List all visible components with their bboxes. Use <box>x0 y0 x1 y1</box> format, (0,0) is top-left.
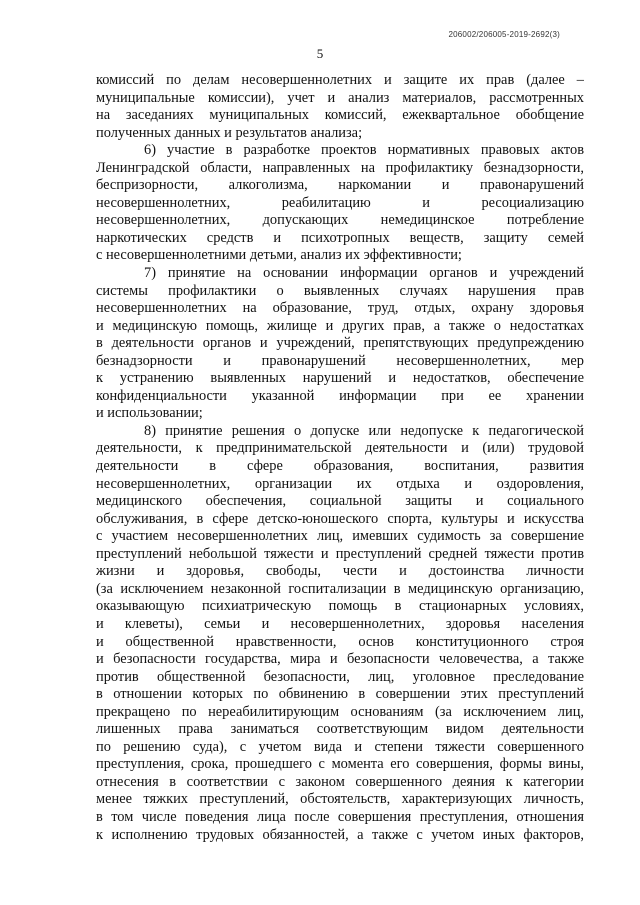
text-line: несовершеннолетних на образование, труд, отдых, охрану здоровья <box>96 300 584 317</box>
text-line: и использовании; <box>96 405 203 422</box>
document-id: 206002/206005-2019-2692(3) <box>448 30 560 39</box>
text-line: несовершеннолетних, реабилитацию и ресоциализацию <box>96 194 584 211</box>
text-line: менее тяжких преступлений, обстоятельств, характеризующих личность, <box>96 791 584 808</box>
text-line: и клеветы), семьи и несовершеннолетних, здоровья населения <box>96 615 584 632</box>
text-line: деятельности в сфере образования, воспитания, развития <box>96 458 584 475</box>
text-line: системы профилактики о выявленных случаях нарушения прав <box>96 282 584 299</box>
text-line: с несовершеннолетними детьми, анализ их эффективности; <box>96 247 462 264</box>
text-line: Ленинградской области, направленных на профилактику безнадзорности, <box>96 159 584 176</box>
document-body <box>96 72 584 844</box>
text-line: на заседаниях муниципальных комиссий, ежеквартальное обобщение <box>96 107 584 124</box>
text-line: по решению суда), с учетом вида и степени тяжести совершенного <box>96 738 584 755</box>
page-number: 5 <box>316 46 324 61</box>
text-line: преступлений небольшой тяжести и преступлений средней тяжести против <box>96 545 584 562</box>
text-line: обслуживания, в сфере детско-юношеского спорта, культуры и искусства <box>96 510 584 527</box>
text-line: преступления, срока, прошедшего с момента его совершения, формы вины, <box>96 756 584 773</box>
text-line: 7) принятие на основании информации органов и учреждений <box>144 265 584 282</box>
text-line: несовершеннолетних, допускающих немедицинское потребление <box>96 212 584 229</box>
text-line: с участием несовершеннолетних лиц, имевших судимость за совершение <box>96 528 584 545</box>
text-line: несовершеннолетних, организации их отдыха и оздоровления, <box>96 475 584 492</box>
text-line: беспризорности, алкоголизма, наркомании и правонарушений <box>96 177 584 194</box>
text-line: к исполнению трудовых обязанностей, а также с учетом иных факторов, <box>96 826 584 843</box>
text-line: 8) принятие решения о допуске или недопуске к педагогической <box>144 422 584 439</box>
text-line: прекращено по нереабилитирующим основаниям (за исключением лиц, <box>96 703 584 720</box>
text-line: безнадзорности и правонарушений несовершеннолетних, мер <box>96 352 584 369</box>
text-line: в том числе поведения лица после совершения преступления, отношения <box>96 808 584 825</box>
text-line: лишенных права заниматься соответствующим видом деятельности <box>96 721 584 738</box>
text-line: и общественной нравственности, основ конституционного строя <box>96 633 584 650</box>
text-line: 6) участие в разработке проектов нормативных правовых актов <box>144 142 584 159</box>
text-line: медицинского обеспечения, социальной защиты и социального <box>96 493 584 510</box>
text-line: муниципальные комиссии), учет и анализ материалов, рассмотренных <box>96 89 584 106</box>
text-line: наркотических средств и психотропных веществ, защиту семей <box>96 229 584 246</box>
text-line: комиссий по делам несовершеннолетних и защите их прав (далее – <box>96 72 584 88</box>
text-line: и медицинскую помощь, жилище и других прав, а также о недостатках <box>96 317 584 334</box>
text-line: к устранению выявленных нарушений и недостатков, обеспечение <box>96 370 584 387</box>
text-line: против общественной безопасности, лиц, уголовное преследование <box>96 668 584 685</box>
text-line: деятельности, к предпринимательской деятельности и (или) трудовой <box>96 440 584 457</box>
text-line: в отношении которых по обвинению в совершении этих преступлений <box>96 686 584 703</box>
text-line: в деятельности органов и учреждений, препятствующих предупреждению <box>96 335 584 352</box>
text-line: и безопасности государства, мира и безопасности человечества, а также <box>96 651 584 668</box>
text-line: оказывающую психиатрическую помощь в стационарных условиях, <box>96 598 584 615</box>
text-line: полученных данных и результатов анализа; <box>96 124 363 141</box>
text-line: отнесения в соответствии с законом совершенного деяния к категории <box>96 773 584 790</box>
text-line: жизни и здоровья, свободы, чести и достоинства личности <box>96 563 584 580</box>
text-line: (за исключением незаконной госпитализации в медицинскую организацию, <box>96 580 584 597</box>
text-line: конфиденциальности указанной информации при ее хранении <box>96 387 584 404</box>
